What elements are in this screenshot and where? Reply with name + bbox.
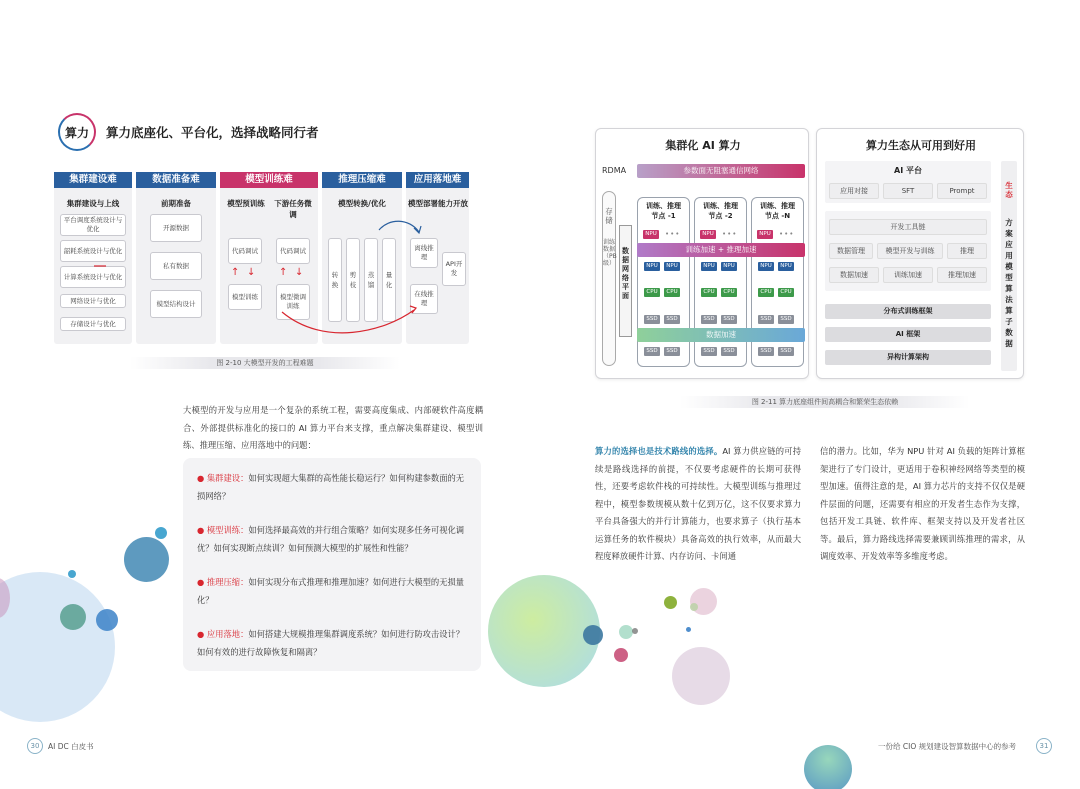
decor-circle bbox=[619, 625, 633, 639]
ssd-chip: SSD bbox=[701, 315, 717, 324]
cpu-chip: CPU bbox=[758, 288, 774, 297]
ssd-chip: SSD bbox=[644, 347, 660, 356]
npu-chip: NPU bbox=[721, 262, 737, 271]
node-title: 训练、推理节点 -2 bbox=[703, 202, 738, 220]
layer-heterogeneous-arch: 异构计算架构 bbox=[825, 350, 991, 365]
decor-circle bbox=[124, 537, 169, 582]
section-logo bbox=[58, 113, 96, 151]
fig10-inference-item: 剪枝 bbox=[346, 238, 360, 322]
platform-item: Prompt bbox=[937, 183, 987, 199]
data-plane-label: 数据网络平面 bbox=[622, 247, 629, 300]
footer-right-text: 一份给 CIO 规划建设智算数据中心的参考 bbox=[878, 742, 1017, 751]
fig10-app-item: 在线推理 bbox=[410, 284, 438, 314]
fig10-col-application bbox=[406, 172, 469, 344]
fig10-inference-item: 量化 bbox=[382, 238, 396, 322]
decor-circle bbox=[155, 527, 167, 539]
node-title: 训练、推理节点 -N bbox=[760, 202, 795, 220]
cpu-chip: CPU bbox=[721, 288, 737, 297]
column-two-lead: 算力的选择也是技术路线的选择。 bbox=[595, 446, 723, 456]
down-arrow-icon: ↓ bbox=[295, 267, 304, 278]
fig10-cluster-item: 韶耗系统设计与优化 bbox=[60, 240, 126, 262]
fig10-app-sub1: 模型部署 bbox=[408, 199, 438, 208]
decor-circle bbox=[0, 572, 115, 722]
ssd-chip: SSD bbox=[664, 315, 680, 324]
figure-2-10 bbox=[54, 172, 469, 344]
fig10-header-data: 数据准备难 bbox=[136, 172, 216, 188]
ssd-chip: SSD bbox=[721, 347, 737, 356]
page-number-left: 30 bbox=[27, 738, 43, 754]
cpu-chip: CPU bbox=[664, 288, 680, 297]
fig10-cluster-title: 集群建设与上线 bbox=[66, 199, 120, 208]
ellipsis-icon: ••• bbox=[779, 230, 795, 238]
fig10-app-sub2: 能力开放 bbox=[438, 199, 468, 208]
ssd-chip: SSD bbox=[778, 347, 794, 356]
tool-item: 数据管理 bbox=[829, 243, 873, 259]
up-arrow-icon: ↑ bbox=[231, 267, 240, 278]
column-two-text bbox=[595, 443, 801, 566]
fig10-col-inference bbox=[322, 172, 402, 344]
fig10-data-item: 私有数据 bbox=[150, 252, 202, 280]
fig10-cluster-item: 计算系统设计与优化 bbox=[60, 266, 126, 288]
question-text: 如何搭建大规模推理集群调度系统？如何进行防攻击设计？如何有效的进行故障恢复和隔离？ bbox=[197, 629, 465, 657]
fig10-training-sub1: 模型预训练 bbox=[227, 199, 265, 208]
cpu-chip: CPU bbox=[778, 288, 794, 297]
decor-circle bbox=[686, 627, 691, 632]
fig10-data-item: 模型结构设计 bbox=[150, 290, 202, 318]
ellipsis-icon: ••• bbox=[665, 230, 681, 238]
tool-item: 数据加速 bbox=[829, 267, 879, 283]
tool-item: 推理 bbox=[947, 243, 987, 259]
cpu-chip: CPU bbox=[644, 288, 660, 297]
ssd-chip: SSD bbox=[778, 315, 794, 324]
decor-circle bbox=[672, 647, 730, 705]
fig10-inference-title: 模型转换/优化 bbox=[338, 199, 386, 208]
layer-ai-framework: AI 框架 bbox=[825, 327, 991, 342]
fig10-data-title: 前期准备 bbox=[161, 199, 191, 208]
decor-circle bbox=[632, 628, 638, 634]
fig10-inference-item: 转换 bbox=[328, 238, 342, 322]
decor-circle bbox=[690, 603, 698, 611]
npu-chip: NPU bbox=[700, 230, 716, 239]
tool-item: 模型开发与训练 bbox=[877, 243, 943, 259]
question-key: ● 应用落地： bbox=[197, 629, 249, 639]
fig10-cluster-item: 平台调度系统设计与优化 bbox=[60, 214, 126, 236]
fig10-training-item: 代码调试 bbox=[276, 238, 310, 264]
fig10-header-application: 应用落地难 bbox=[406, 172, 469, 188]
npu-chip: NPU bbox=[758, 262, 774, 271]
fig11-left-panel bbox=[595, 128, 809, 379]
npu-chip: NPU bbox=[757, 230, 773, 239]
storage-label: 存储 bbox=[605, 207, 613, 225]
platform-item: 应用对接 bbox=[829, 183, 879, 199]
ssd-chip: SSD bbox=[664, 347, 680, 356]
ssd-chip: SSD bbox=[758, 347, 774, 356]
fig10-app-item: 离线推理 bbox=[410, 238, 438, 268]
fig10-col-training bbox=[220, 172, 318, 344]
question-key: ● 集群建设： bbox=[197, 473, 249, 483]
fig10-training-item: 代码调试 bbox=[228, 238, 262, 264]
question-text: 如何实现分布式推理和推理加速？如何进行大模型的无损量化？ bbox=[197, 577, 465, 605]
ssd-chip: SSD bbox=[721, 315, 737, 324]
ellipsis-icon: ••• bbox=[722, 230, 738, 238]
fig10-cluster-item: 网络设计与优化 bbox=[60, 294, 126, 308]
fig10-training-item: 模型训练 bbox=[228, 284, 262, 310]
decor-circle bbox=[664, 596, 677, 609]
npu-chip: NPU bbox=[701, 262, 717, 271]
ssd-chip: SSD bbox=[644, 315, 660, 324]
fig10-app-api: API开发 bbox=[442, 252, 466, 286]
fig10-header-cluster: 集群建设难 bbox=[54, 172, 132, 188]
layer-distributed-framework: 分布式训练框架 bbox=[825, 304, 991, 319]
ssd-chip: SSD bbox=[758, 315, 774, 324]
column-three-text: 信的潜力。比如，华为 NPU 针对 AI 负载的矩阵计算框架进行了专门设计，更适用于卷积神经网络等类型的模型加速。值得注意的是，AI 算力芯片的支持不仅仅是硬件层面的问题，还需要有相应的开发者生态作为支撑，包括开发工具链、软件库、框架支持以及开发者社区等。最后，算力路线选择需要兼顾训练推理的需求，从调度效率、开发效率等多维度考虑。 bbox=[820, 446, 1025, 561]
decor-circle bbox=[96, 609, 118, 631]
decor-circle bbox=[60, 604, 86, 630]
fig10-col-cluster bbox=[54, 172, 132, 344]
question-key: ● 推理压缩： bbox=[197, 577, 249, 587]
question-text: 如何选择最高效的并行组合策略？如何实现多任务可视化调优？如何实现断点续训？如何预测大模型的扩展性和性能？ bbox=[197, 525, 465, 553]
param-network-bar: 参数面无阻塞通信网络 bbox=[637, 164, 805, 178]
question-box bbox=[183, 458, 481, 671]
footer-left-text: AI DC 白皮书 bbox=[48, 742, 94, 751]
fig11-caption: 图 2-11 算力底座组件间高耦合和繁荣生态依赖 bbox=[680, 396, 970, 408]
up-arrow-icon: ↑ bbox=[279, 267, 288, 278]
platform-item: SFT bbox=[883, 183, 933, 199]
ecosystem-label: 生态 bbox=[1005, 181, 1013, 199]
question-item bbox=[197, 522, 469, 557]
decor-circle bbox=[68, 570, 76, 578]
question-text: 如何实现超大集群的高性能长稳运行？如何构建参数面的无损网络？ bbox=[197, 473, 465, 501]
column-two-body: AI 算力供应链的可持续是路线选择的前提，不仅要考虑硬件的长期可获得性，还要考虑软件栈的可持续性。大模型训练与推理过程中，模型参数规模从数十亿到万亿，这不仅要求算力平台具备强大的并行计算能力，也要求算子（执行基本运算任务的软件模块）具备高效的执行效率，从而最大程度释放硬件计算、内存访问、卡间通 bbox=[595, 446, 801, 561]
ai-platform-label: AI 平台 bbox=[894, 166, 922, 175]
cpu-chip: CPU bbox=[701, 288, 717, 297]
tool-item: 推理加速 bbox=[937, 267, 987, 283]
question-item bbox=[197, 574, 469, 609]
question-item bbox=[197, 470, 469, 505]
accel-bar: 训练加速 + 推理加速 bbox=[637, 243, 805, 257]
npu-chip: NPU bbox=[643, 230, 659, 239]
decor-circle bbox=[804, 745, 852, 789]
fig11-right-panel bbox=[816, 128, 1024, 379]
node-title: 训练、推理节点 -1 bbox=[646, 202, 681, 220]
section-heading bbox=[58, 113, 319, 151]
down-arrow-icon: ↓ bbox=[247, 267, 256, 278]
intro-paragraph: 大模型的开发与应用是一个复杂的系统工程，需要高度集成、内部硬软件高度耦合、外部提供标准化的接口的 AI 算力平台来支撑，重点解决集群建设、模型训练、推理压缩、应用落地中的问题： bbox=[183, 405, 483, 450]
npu-chip: NPU bbox=[664, 262, 680, 271]
question-key: ● 模型训练： bbox=[197, 525, 249, 535]
storage-sub: 训练数据（PB级） bbox=[603, 239, 617, 267]
fig10-training-item: 模型微调训练 bbox=[276, 284, 310, 320]
question-item bbox=[197, 626, 469, 661]
fig10-data-item: 开源数据 bbox=[150, 214, 202, 242]
fig10-cluster-item: 存储设计与优化 bbox=[60, 317, 126, 331]
decor-circle bbox=[583, 625, 603, 645]
npu-chip: NPU bbox=[644, 262, 660, 271]
fig10-col-data bbox=[136, 172, 216, 344]
rdma-label: RDMA bbox=[602, 166, 627, 175]
npu-chip: NPU bbox=[778, 262, 794, 271]
fig10-header-training: 模型训练难 bbox=[220, 172, 318, 188]
page-number-right: 31 bbox=[1036, 738, 1052, 754]
fig10-inference-item: 蒸馏 bbox=[364, 238, 378, 322]
fig11-right-title: 算力生态从可用到好用 bbox=[866, 139, 976, 152]
fig10-caption: 图 2-10 大模型开发的工程难题 bbox=[130, 357, 400, 369]
section-logo-text: 算力 bbox=[64, 125, 89, 140]
data-accel-bar: 数据加速 bbox=[637, 328, 805, 342]
fig10-training-sub2: 下游任务微调 bbox=[274, 199, 312, 219]
fig10-header-inference: 推理压缩难 bbox=[322, 172, 402, 188]
ssd-chip: SSD bbox=[701, 347, 717, 356]
tool-item: 训练加速 bbox=[883, 267, 933, 283]
fig11-left-title: 集群化 AI 算力 bbox=[665, 139, 741, 152]
ecosystem-layers-label: 方案应用模型算法算子数据 bbox=[1005, 218, 1013, 348]
decor-circle bbox=[614, 648, 628, 662]
devtool-label: 开发工具链 bbox=[829, 219, 987, 235]
section-title: 算力底座化、平台化，选择战略同行者 bbox=[106, 125, 319, 140]
